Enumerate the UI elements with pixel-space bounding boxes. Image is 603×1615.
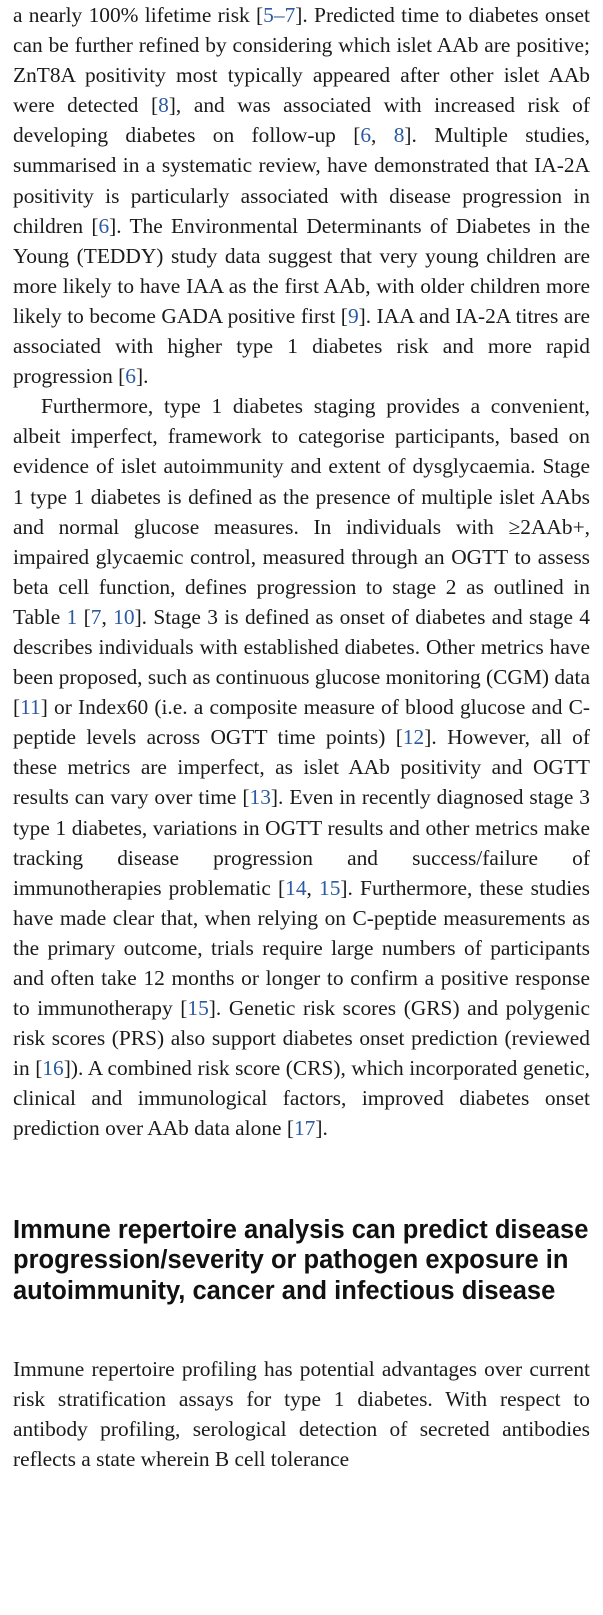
text-segment: , bbox=[371, 123, 394, 148]
citation-link[interactable]: 8 bbox=[393, 123, 405, 148]
text-segment: ]. IAA and IA-2A titres are associated with higher type 1 diabetes risk and more rapid progression [ bbox=[13, 303, 590, 389]
text-segment: a nearly 100% lifetime risk [ bbox=[13, 3, 264, 27]
text-segment: [ bbox=[77, 604, 91, 629]
citation-link[interactable]: 11 bbox=[20, 695, 41, 720]
citation-link[interactable]: 16 bbox=[42, 1056, 64, 1081]
citation-link[interactable]: 15 bbox=[319, 875, 341, 900]
text-segment: ], and was associated with increased risk of developing diabetes on follow-up [ bbox=[13, 93, 590, 148]
text-segment: ]. Genetic risk scores (GRS) and polygenic risk scores (PRS) also support diabetes onset prediction (reviewed in [ bbox=[13, 996, 590, 1081]
text-segment: ]. Furthermore, these studies have made clear that, when relying on C-peptide measurements as the primary outcome, trials require large numbers of participants and often take 12 months or longer to confirm a positive response to immunotherapy [ bbox=[13, 875, 591, 1021]
citation-link[interactable]: 8 bbox=[158, 93, 169, 118]
citation-link[interactable]: 14 bbox=[285, 875, 307, 900]
text-segment: ]. Even in recently diagnosed stage 3 type 1 diabetes, variations in OGTT results and other metrics make tracking disease progression and success/failure of immunotherapies problematic [ bbox=[13, 785, 590, 900]
citation-link[interactable]: 1 bbox=[66, 604, 78, 629]
text-segment: ]. Multiple studies, summarised in a systematic review, have demonstrated that IA-2A positivity is particularly associated with disease progression in children [ bbox=[13, 123, 590, 238]
text-segment: ]. Stage 3 is defined as onset of diabetes and stage 4 describes individuals with established diabetes. Other metrics have been proposed, such as continuous glucose monitoring (CGM) data [ bbox=[13, 604, 590, 720]
text-segment: ]. The Environmental Determinants of Diabetes in the Young (TEDDY) study data suggest that very young children are more likely to have IAA as the first AAb, with older children more likely to become GADA positive first [ bbox=[13, 213, 590, 328]
text-segment: Immune repertoire profiling has potential advantages over current risk stratification assays for type 1 diabetes. With respect to antibody profiling, serological detection of secreted antibodies reflects a state wherein B cell tolerance bbox=[13, 1357, 590, 1472]
citation-link[interactable]: 17 bbox=[293, 1116, 316, 1141]
text-segment: ] or Index60 (i.e. a composite measure of blood glucose and C-peptide levels across OGTT time points) [ bbox=[13, 695, 590, 750]
text-segment: ]. However, all of these metrics are imperfect, as islet AAb positivity and OGTT results can vary over time [ bbox=[13, 725, 590, 810]
citation-link[interactable]: 10 bbox=[113, 604, 135, 629]
paragraph-diabetes-onset bbox=[13, 0, 590, 391]
text-segment: ]. Predicted time to diabetes onset can be further refined by considering which islet AAb are positive; ZnT8A positivity most typically appeared after other islet AAb were detected [ bbox=[13, 3, 590, 118]
article-body bbox=[13, 0, 590, 1474]
citation-link[interactable]: 15 bbox=[187, 996, 209, 1021]
citation-link[interactable]: 12 bbox=[402, 725, 425, 750]
paragraph-diabetes-staging bbox=[13, 391, 590, 1143]
citation-link[interactable]: 6 bbox=[125, 364, 136, 389]
paragraph-immune-repertoire bbox=[13, 1354, 590, 1474]
citation-link[interactable]: 13 bbox=[249, 785, 271, 810]
citation-link[interactable]: 5–7 bbox=[263, 3, 296, 27]
citation-link[interactable]: 6 bbox=[360, 123, 372, 148]
citation-link[interactable]: 9 bbox=[347, 303, 359, 328]
text-segment: ]. bbox=[135, 364, 149, 389]
text-segment: ]. bbox=[315, 1116, 328, 1141]
text-segment: ]). A combined risk score (CRS), which incorporated genetic, clinical and immunological factors, improved diabetes onset prediction over AAb data alone [ bbox=[13, 1056, 590, 1141]
text-segment: , bbox=[101, 604, 114, 629]
text-segment: , bbox=[306, 875, 320, 900]
section-heading: Immune repertoire analysis can predict disease progression/severity or pathogen exposure in autoimmunity, cancer and infectious disease bbox=[13, 1215, 589, 1305]
citation-link[interactable]: 7 bbox=[90, 604, 102, 629]
text-segment: Furthermore, type 1 diabetes staging provides a convenient, albeit imperfect, framework to categorise participants, based on evidence of islet autoimmunity and extent of dysglycaemia. Stage 1 type 1 diabetes is defined as the presence of multiple islet AAbs and normal glucose measures. In individuals with ≥2AAb+, impaired glycaemic control, measured through an OGTT to assess beta cell function, defines progression to stage 2 as outlined in Table bbox=[13, 394, 590, 629]
citation-link[interactable]: 6 bbox=[98, 213, 110, 238]
